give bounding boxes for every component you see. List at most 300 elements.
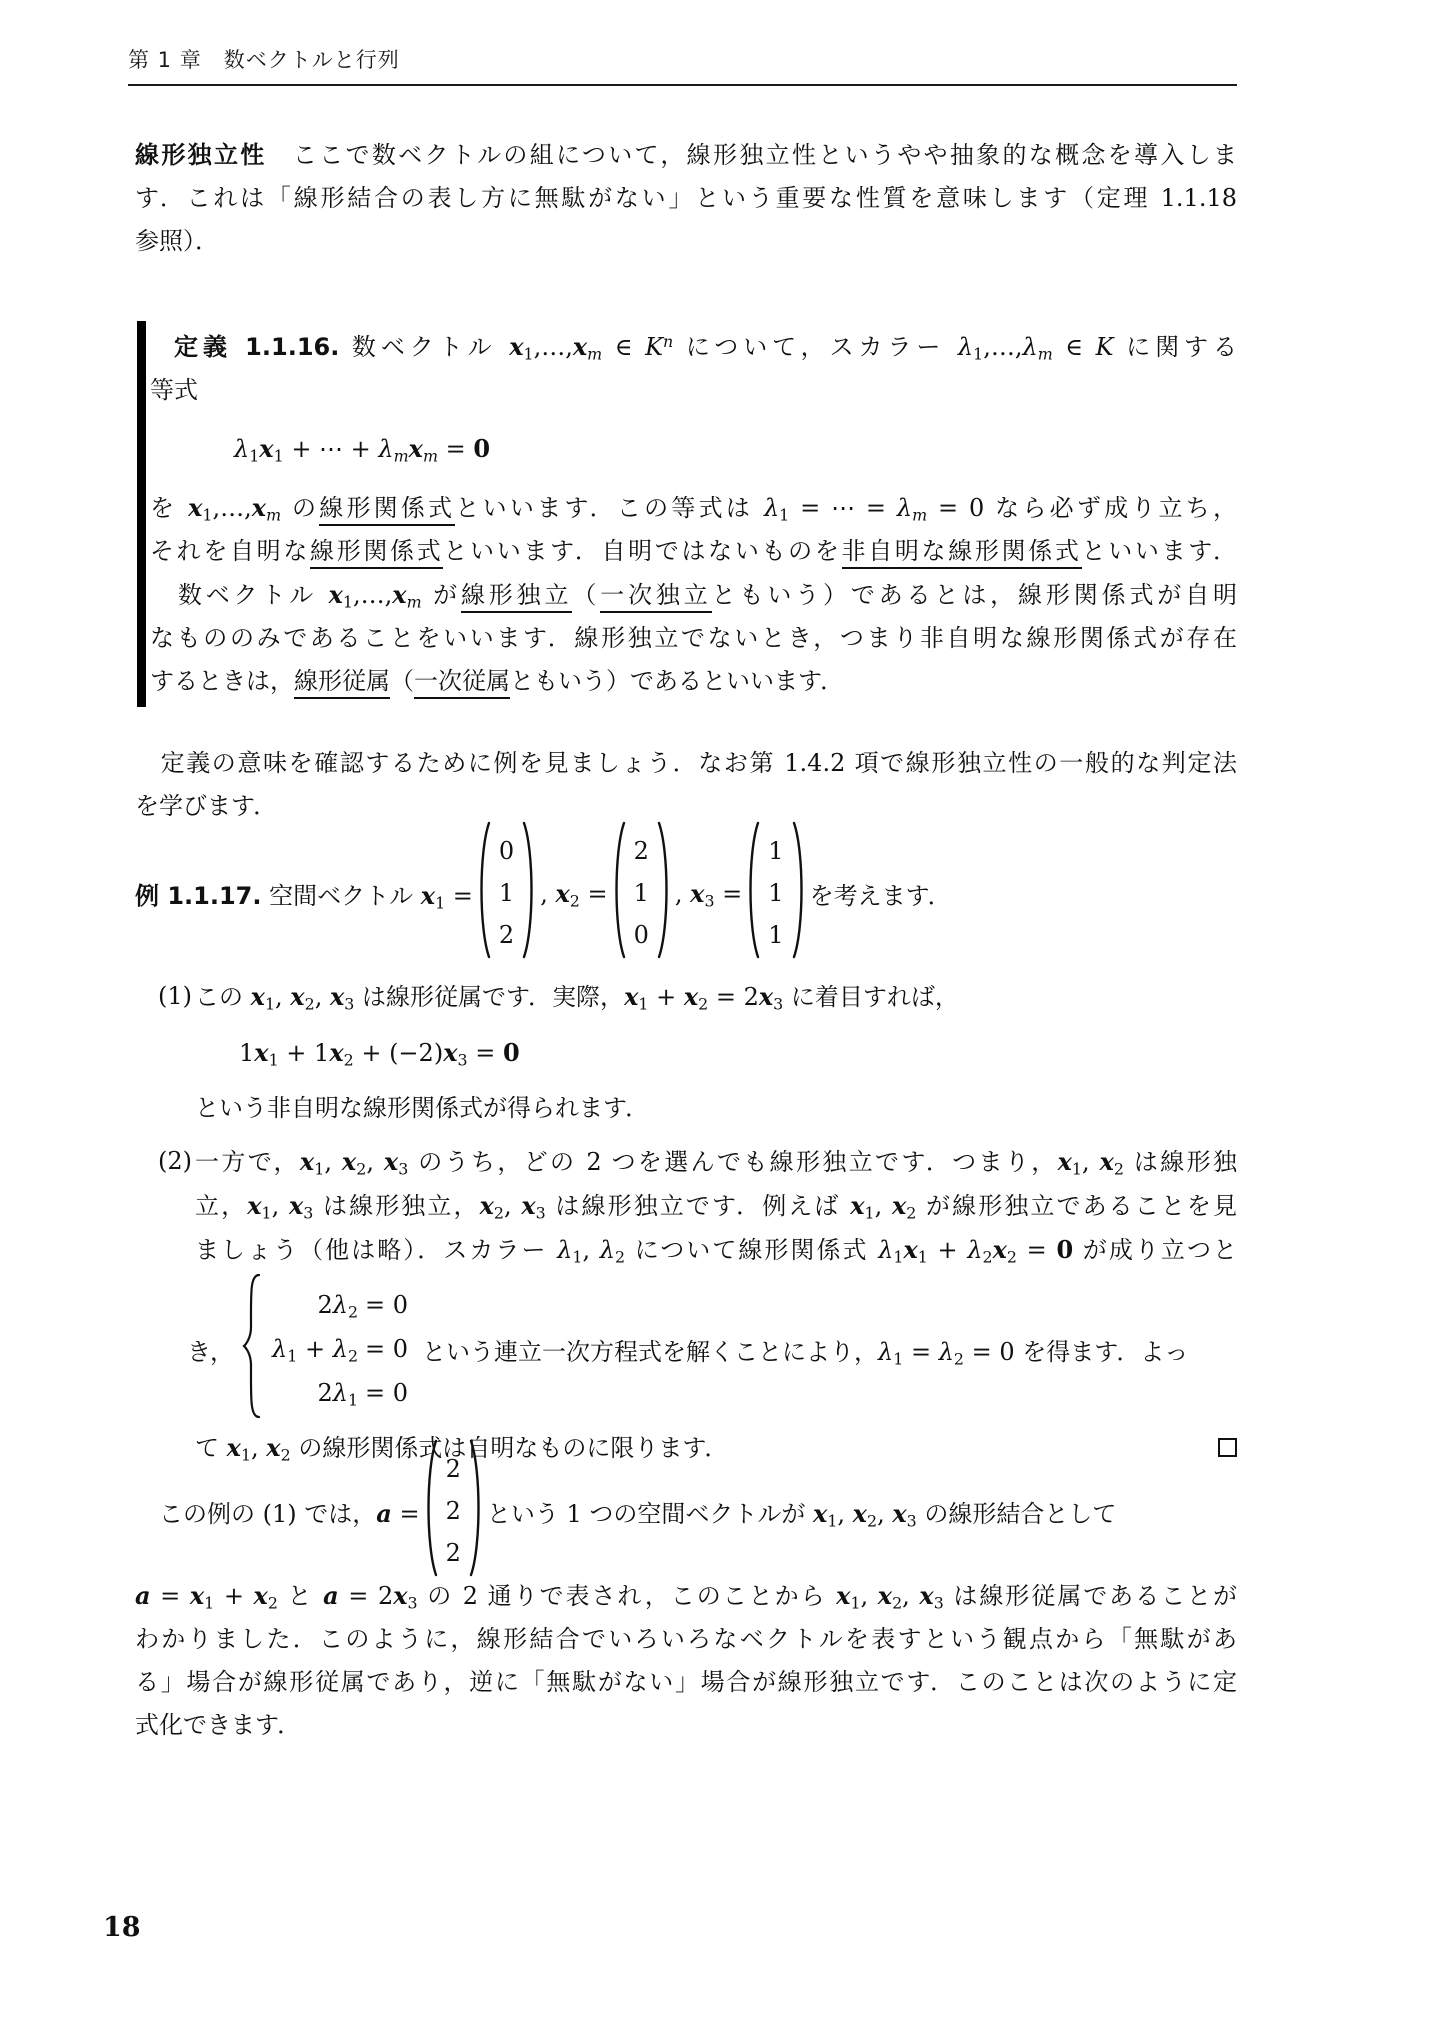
text-segment: それを自明な	[150, 537, 311, 565]
text-segment: という 1 つの空間ベクトルが	[486, 1499, 814, 1528]
text-segment: 線形関係式	[319, 494, 455, 526]
text-segment: この例の (1) では，	[135, 1499, 377, 1528]
text-segment: 1	[342, 592, 353, 612]
text-segment: λ	[332, 1291, 348, 1319]
text-segment: は線形独立，	[313, 1192, 480, 1220]
text-segment: x	[329, 982, 345, 1011]
vector-entry: 1	[768, 879, 784, 907]
text-line	[195, 1184, 1237, 1228]
text-line	[195, 975, 1237, 1019]
text-segment: は線形従属です．実際，	[354, 983, 625, 1011]
text-segment: x	[758, 982, 774, 1011]
item2-text	[195, 1140, 1237, 1272]
text-segment: 1	[973, 344, 984, 364]
flow-text	[135, 876, 473, 911]
flow-text	[675, 879, 742, 908]
text-segment: x	[254, 1038, 269, 1067]
left-paren-icon	[423, 1438, 439, 1584]
definition-content	[146, 321, 1237, 707]
text-segment: る」場合が線形従属であり，逆に「無駄がない」場合が線形独立です．このことは次のように定	[135, 1668, 1237, 1696]
text-segment: x	[836, 1581, 851, 1610]
text-segment: ,	[860, 1582, 878, 1610]
text-segment: 3	[457, 1050, 468, 1070]
right-paren-icon	[791, 820, 807, 966]
column-vector	[476, 820, 537, 966]
left-paren-icon	[745, 820, 761, 966]
text-segment: 2	[906, 1203, 917, 1223]
text-segment: 2	[280, 1445, 291, 1465]
text-segment: x	[624, 982, 639, 1011]
equation-rhs	[365, 1371, 408, 1415]
item1-conclusion	[195, 1087, 1237, 1130]
text-segment: = 2	[708, 983, 759, 1011]
text-line	[195, 1228, 1237, 1272]
text-segment: 3	[344, 994, 355, 1014]
text-segment: λ	[272, 1335, 288, 1363]
text-segment: 2	[698, 994, 709, 1014]
text-segment: =	[714, 879, 743, 908]
closing-vector-row	[135, 1448, 1237, 1574]
text-segment: 立，	[195, 1192, 248, 1220]
equation-lhs	[272, 1283, 358, 1327]
text-segment: +	[927, 1236, 968, 1264]
text-segment: x	[683, 982, 699, 1011]
text-segment: 3	[407, 1593, 418, 1613]
text-segment: =	[391, 1499, 420, 1528]
text-segment: は線形従属であることが	[943, 1582, 1238, 1610]
list-item-1	[158, 975, 1237, 1130]
text-segment: 3	[933, 1593, 944, 1613]
text-segment: 1	[893, 1348, 904, 1368]
text-segment: λ	[599, 1236, 615, 1264]
text-segment: = 0	[365, 1335, 409, 1363]
text-segment: x	[383, 1147, 399, 1176]
text-segment: す．これは「線形結合の表し方に無駄がない」という重要な性質を意味します（定理 1.1.18	[135, 184, 1237, 212]
text-segment: 一次従属	[414, 667, 510, 699]
text-segment: 3	[398, 1159, 409, 1179]
page-number: 18	[103, 1912, 141, 1943]
text-line	[135, 177, 1237, 220]
text-segment: 数ベクトル	[150, 581, 329, 609]
text-segment: を	[150, 494, 189, 522]
text-segment: 1	[202, 505, 213, 525]
text-segment: 線形独立	[461, 581, 572, 613]
text-segment: +	[648, 983, 684, 1011]
text-segment: 2	[1113, 1159, 1124, 1179]
text-segment: は線形独立です．例えば	[545, 1192, 851, 1220]
text-segment: のうち，どの 2 つを選んでも線形独立です．つまり，	[408, 1148, 1058, 1176]
text-segment: を考えます．	[809, 881, 952, 910]
definition-head	[150, 325, 1237, 412]
text-segment: の	[281, 494, 320, 522]
flow-text	[135, 1494, 420, 1529]
vector-entry: 0	[633, 921, 649, 949]
text-segment: 0	[502, 1038, 520, 1067]
text-segment: 参照）．	[135, 227, 219, 255]
text-segment: 2	[317, 1291, 333, 1319]
text-segment: ,	[874, 1192, 892, 1220]
text-segment: ここで数ベクトルの組について，線形独立性というやや抽象的な概念を導入しま	[266, 141, 1238, 169]
closing-text	[135, 1574, 1237, 1747]
text-segment: x	[329, 1038, 344, 1067]
text-segment: x	[1057, 1147, 1072, 1176]
text-line	[135, 220, 1237, 263]
text-segment: x	[443, 1038, 458, 1067]
text-segment: 3	[303, 1203, 314, 1223]
system-suffix	[422, 1332, 1188, 1367]
text-line	[135, 1704, 1237, 1747]
text-segment: 1	[864, 1203, 875, 1223]
text-segment: x	[521, 1191, 536, 1220]
text-segment: x	[266, 1433, 281, 1462]
text-segment: 1	[239, 1039, 255, 1067]
equation-rhs	[365, 1283, 408, 1327]
text-segment: λ	[896, 494, 913, 522]
text-segment: =	[1017, 1236, 1057, 1264]
text-line	[150, 530, 1237, 573]
text-segment: 2	[304, 994, 315, 1014]
vector-entries	[446, 1448, 461, 1574]
text-segment: について，スカラー	[673, 333, 958, 361]
chapter-title: 第 1 章 数ベクトルと行列	[128, 48, 400, 72]
text-segment: 2	[317, 1379, 333, 1407]
text-segment: といいます．この等式は	[455, 494, 764, 522]
text-segment: 2	[892, 1593, 903, 1613]
item1-text	[195, 975, 1237, 1019]
vector-entry: 2	[498, 921, 515, 949]
text-segment: 例 1.1.17.	[135, 881, 262, 910]
text-segment: 2	[347, 1346, 359, 1366]
text-segment: 3	[773, 994, 784, 1014]
right-paren-icon	[521, 820, 537, 966]
text-segment: 1	[273, 446, 284, 466]
text-segment: 0	[1056, 1235, 1074, 1264]
item1-formula	[239, 1031, 1237, 1075]
text-segment: の 2 通りで表され，このことから	[417, 1582, 837, 1610]
text-segment: と	[277, 1582, 324, 1610]
text-segment: m	[1037, 344, 1053, 364]
text-segment: するときは，	[150, 667, 294, 695]
list-label-2: (2)	[158, 1147, 192, 1175]
intro-paragraph	[135, 134, 1237, 263]
text-segment: 1	[523, 344, 534, 364]
text-segment: 線形従属	[294, 667, 390, 699]
text-segment: =	[437, 435, 474, 463]
text-segment: を学びます．	[135, 792, 278, 820]
text-segment: ,	[540, 879, 556, 908]
text-segment: の線形関係式は自明なものに限ります．	[290, 1434, 729, 1462]
text-segment: ,	[314, 983, 330, 1011]
vector-entries	[768, 830, 783, 956]
left-paren-icon	[476, 820, 492, 966]
text-segment: わかりました．このように，線形結合でいろいろなベクトルを表すという観点から「無駄があ	[135, 1625, 1237, 1653]
column-vector	[423, 1438, 484, 1584]
text-segment: 線形関係式	[310, 537, 443, 569]
text-segment: 1	[261, 1203, 272, 1223]
text-segment: 1	[572, 1247, 583, 1267]
text-segment: x	[813, 1498, 828, 1528]
text-segment: x	[251, 493, 267, 522]
text-segment: λ	[332, 1335, 348, 1363]
text-segment: ,	[271, 1192, 289, 1220]
text-segment: 線形独立性	[135, 141, 267, 169]
text-segment: = 0	[365, 1379, 409, 1407]
text-segment: = 0	[365, 1291, 409, 1319]
system-prefix	[187, 1332, 234, 1367]
text-segment: x	[392, 580, 407, 609]
text-segment: x	[919, 1581, 934, 1610]
text-segment: ,	[324, 1148, 342, 1176]
text-segment: 定義の意味を確認するために例を見ましょう．なお第 1.4.2 項で線形独立性の一般的な判定法	[135, 749, 1237, 777]
text-line	[150, 617, 1237, 660]
text-segment: x	[288, 1191, 304, 1220]
text-segment: という非自明な線形関係式が得られます．	[195, 1094, 650, 1122]
text-segment: 2	[493, 1203, 504, 1223]
text-segment: x	[891, 1191, 907, 1220]
definition-left-bar	[137, 321, 146, 707]
text-line	[150, 369, 1237, 412]
text-segment: ,…,	[983, 333, 1023, 361]
text-line	[195, 1140, 1237, 1184]
text-segment: = 0 なら必ず成り立ち，	[927, 494, 1238, 522]
example-1-1-17	[135, 818, 1237, 968]
flow-text	[487, 1494, 1117, 1529]
text-segment: という連立一次方程式を解くことにより，	[422, 1337, 879, 1366]
right-paren-icon	[468, 1438, 484, 1584]
text-segment: m	[266, 505, 282, 525]
text-segment: x	[328, 580, 343, 609]
text-segment: = 2	[338, 1582, 394, 1610]
text-segment: a	[135, 1581, 151, 1610]
text-segment: x	[903, 1235, 918, 1264]
text-segment: λ	[234, 435, 250, 463]
text-line	[150, 573, 1237, 617]
simultaneous-equations	[187, 1272, 1237, 1426]
text-segment: ,	[877, 1499, 893, 1528]
text-line	[135, 1661, 1237, 1704]
text-line	[234, 427, 1237, 471]
text-segment: 1	[314, 1159, 325, 1179]
text-segment: 1	[1071, 1159, 1082, 1179]
text-segment: ,…,	[353, 581, 393, 609]
text-segment: x	[299, 1147, 315, 1176]
equation-lhs	[272, 1371, 358, 1415]
text-segment: 一方で，	[195, 1148, 300, 1176]
text-segment: 1	[240, 1445, 252, 1465]
text-segment: 1	[287, 1346, 298, 1366]
left-brace-icon	[234, 1272, 262, 1426]
text-segment: ともいう）であるとは，線形関係式が自明	[711, 581, 1238, 609]
text-segment: 1	[264, 994, 276, 1014]
text-segment: 1	[827, 1510, 838, 1530]
text-segment: =	[150, 1582, 190, 1610]
text-segment: x	[852, 1498, 867, 1528]
text-segment: x	[877, 1581, 893, 1610]
text-segment: 1	[435, 892, 446, 912]
text-segment: = 0 を得ます．よっ	[964, 1337, 1189, 1366]
text-segment: x	[253, 1581, 268, 1610]
text-segment: が線形独立であることを見	[916, 1192, 1238, 1220]
text-segment: ,	[366, 1148, 384, 1176]
text-segment: （	[572, 581, 601, 609]
text-segment: m	[422, 446, 438, 466]
vector-entry: 1	[633, 879, 649, 907]
vector-entry: 0	[498, 837, 515, 865]
closing-paragraph	[135, 1448, 1237, 1747]
equation-rhs	[365, 1327, 408, 1371]
text-segment: 2	[347, 1302, 359, 1322]
left-paren-icon	[611, 820, 627, 966]
text-segment: a	[323, 1581, 339, 1610]
text-segment: 1	[268, 1050, 279, 1070]
text-segment: 1	[204, 1593, 215, 1613]
text-segment: ∈	[1052, 333, 1096, 361]
text-segment: ∈	[602, 333, 646, 361]
text-segment: 2	[569, 890, 580, 910]
definition-box	[137, 321, 1237, 707]
text-segment: x	[850, 1191, 865, 1220]
text-segment: なもののみであることをいいます．線形独立でないとき，つまり非自明な線形関係式が存在	[150, 624, 1237, 652]
text-segment: λ	[557, 1236, 573, 1264]
text-segment: 等式	[150, 376, 198, 404]
text-segment: + ⋯ +	[283, 435, 379, 463]
text-segment: 1	[779, 505, 790, 525]
text-segment: λ	[957, 333, 974, 361]
text-segment: x	[290, 982, 305, 1011]
text-segment: m	[587, 344, 603, 364]
text-segment: x	[393, 1581, 408, 1610]
text-segment: x	[690, 878, 705, 908]
column-vector	[745, 820, 806, 966]
text-segment: 非自明な線形関係式	[842, 537, 1082, 569]
definition-body	[150, 486, 1237, 703]
text-segment: K	[645, 333, 664, 361]
text-segment: 式化できます．	[135, 1711, 302, 1739]
text-segment: が成り立つと	[1073, 1236, 1237, 1264]
chapter-header	[128, 44, 1237, 86]
text-segment: =	[903, 1337, 939, 1366]
text-segment: の線形結合として	[916, 1499, 1117, 1528]
text-line	[135, 742, 1237, 785]
text-segment: といいます．	[1081, 537, 1238, 565]
note-paragraph	[135, 742, 1237, 828]
text-segment: に着目すれば，	[783, 983, 959, 1011]
vector-entry: 2	[445, 1497, 461, 1525]
text-segment: 一次独立	[600, 581, 711, 613]
text-segment: λ	[1022, 333, 1038, 361]
text-segment: 2	[1006, 1247, 1017, 1267]
right-paren-icon	[656, 820, 672, 966]
text-segment: x	[408, 434, 423, 463]
text-segment: m	[406, 592, 422, 612]
text-segment: K	[1095, 333, 1114, 361]
text-segment: ,	[582, 1236, 600, 1264]
text-segment: 0	[473, 434, 491, 463]
text-segment: =	[579, 879, 608, 908]
list-item-2	[158, 1140, 1238, 1470]
text-segment: 2	[982, 1247, 993, 1267]
text-segment: 1	[917, 1247, 928, 1267]
flow-text	[810, 876, 952, 911]
text-segment: 2	[343, 1050, 354, 1070]
text-segment: に関する	[1113, 333, 1237, 361]
text-segment: て	[195, 1434, 227, 1462]
text-segment: について線形関係式	[625, 1236, 879, 1264]
text-segment: λ	[938, 1337, 954, 1366]
vector-entry: 1	[768, 837, 784, 865]
text-segment: + (−2)	[353, 1039, 444, 1067]
text-segment: 1	[638, 994, 649, 1014]
vector-entry: 2	[445, 1455, 461, 1483]
text-segment: 2	[267, 1593, 278, 1613]
text-segment: +	[297, 1335, 333, 1363]
text-segment: +	[214, 1582, 254, 1610]
vector-entries	[499, 830, 514, 956]
text-segment: x	[479, 1191, 494, 1220]
text-segment: ,	[837, 1499, 853, 1528]
text-line	[239, 1031, 1237, 1075]
text-segment: λ	[378, 435, 394, 463]
flow-text	[540, 879, 607, 908]
text-segment: 1	[249, 446, 260, 466]
vector-entry: 2	[633, 837, 649, 865]
text-line	[135, 1618, 1237, 1661]
list-label-1: (1)	[158, 982, 192, 1010]
text-segment: ,	[902, 1582, 920, 1610]
text-line	[150, 660, 1237, 703]
equation-grid	[272, 1283, 408, 1415]
text-segment: は線形独	[1123, 1148, 1237, 1176]
text-segment: ,	[503, 1192, 522, 1220]
text-segment: λ	[967, 1236, 983, 1264]
text-segment: x	[259, 434, 274, 463]
text-line	[135, 1574, 1237, 1618]
text-segment: n	[663, 332, 674, 352]
text-segment: =	[467, 1039, 503, 1067]
text-segment: ,	[251, 1434, 267, 1462]
text-segment: λ	[878, 1337, 894, 1366]
text-segment: ましょう（他は略）．スカラー	[195, 1236, 558, 1264]
text-segment: x	[226, 1433, 241, 1462]
text-segment: この	[195, 983, 251, 1011]
text-segment: x	[247, 1191, 262, 1220]
text-segment: が	[421, 581, 461, 609]
vector-entries	[634, 830, 649, 956]
text-line	[150, 486, 1237, 530]
text-segment: といいます．自明ではないものを	[443, 537, 842, 565]
text-segment: m	[393, 446, 409, 466]
text-line	[195, 1087, 1237, 1130]
text-line	[150, 325, 1237, 369]
text-segment: 3	[704, 890, 715, 910]
text-segment: λ	[332, 1379, 348, 1407]
text-segment: x	[992, 1235, 1007, 1264]
text-segment: m	[912, 505, 928, 525]
text-segment: x	[509, 332, 524, 361]
text-segment: 1	[347, 1390, 359, 1410]
text-segment: ともいう）であるといいます．	[510, 667, 845, 695]
text-segment: 数ベクトル	[339, 333, 510, 361]
text-segment: 3	[535, 1203, 546, 1223]
text-segment: 2	[866, 1510, 878, 1530]
text-segment: ,	[674, 879, 691, 908]
text-segment: （	[390, 667, 414, 695]
text-segment: = ⋯ =	[789, 494, 897, 522]
text-segment: ,	[275, 983, 291, 1011]
text-segment: 2	[953, 1348, 964, 1368]
text-segment: + 1	[278, 1039, 330, 1067]
equation-lhs	[272, 1327, 358, 1371]
